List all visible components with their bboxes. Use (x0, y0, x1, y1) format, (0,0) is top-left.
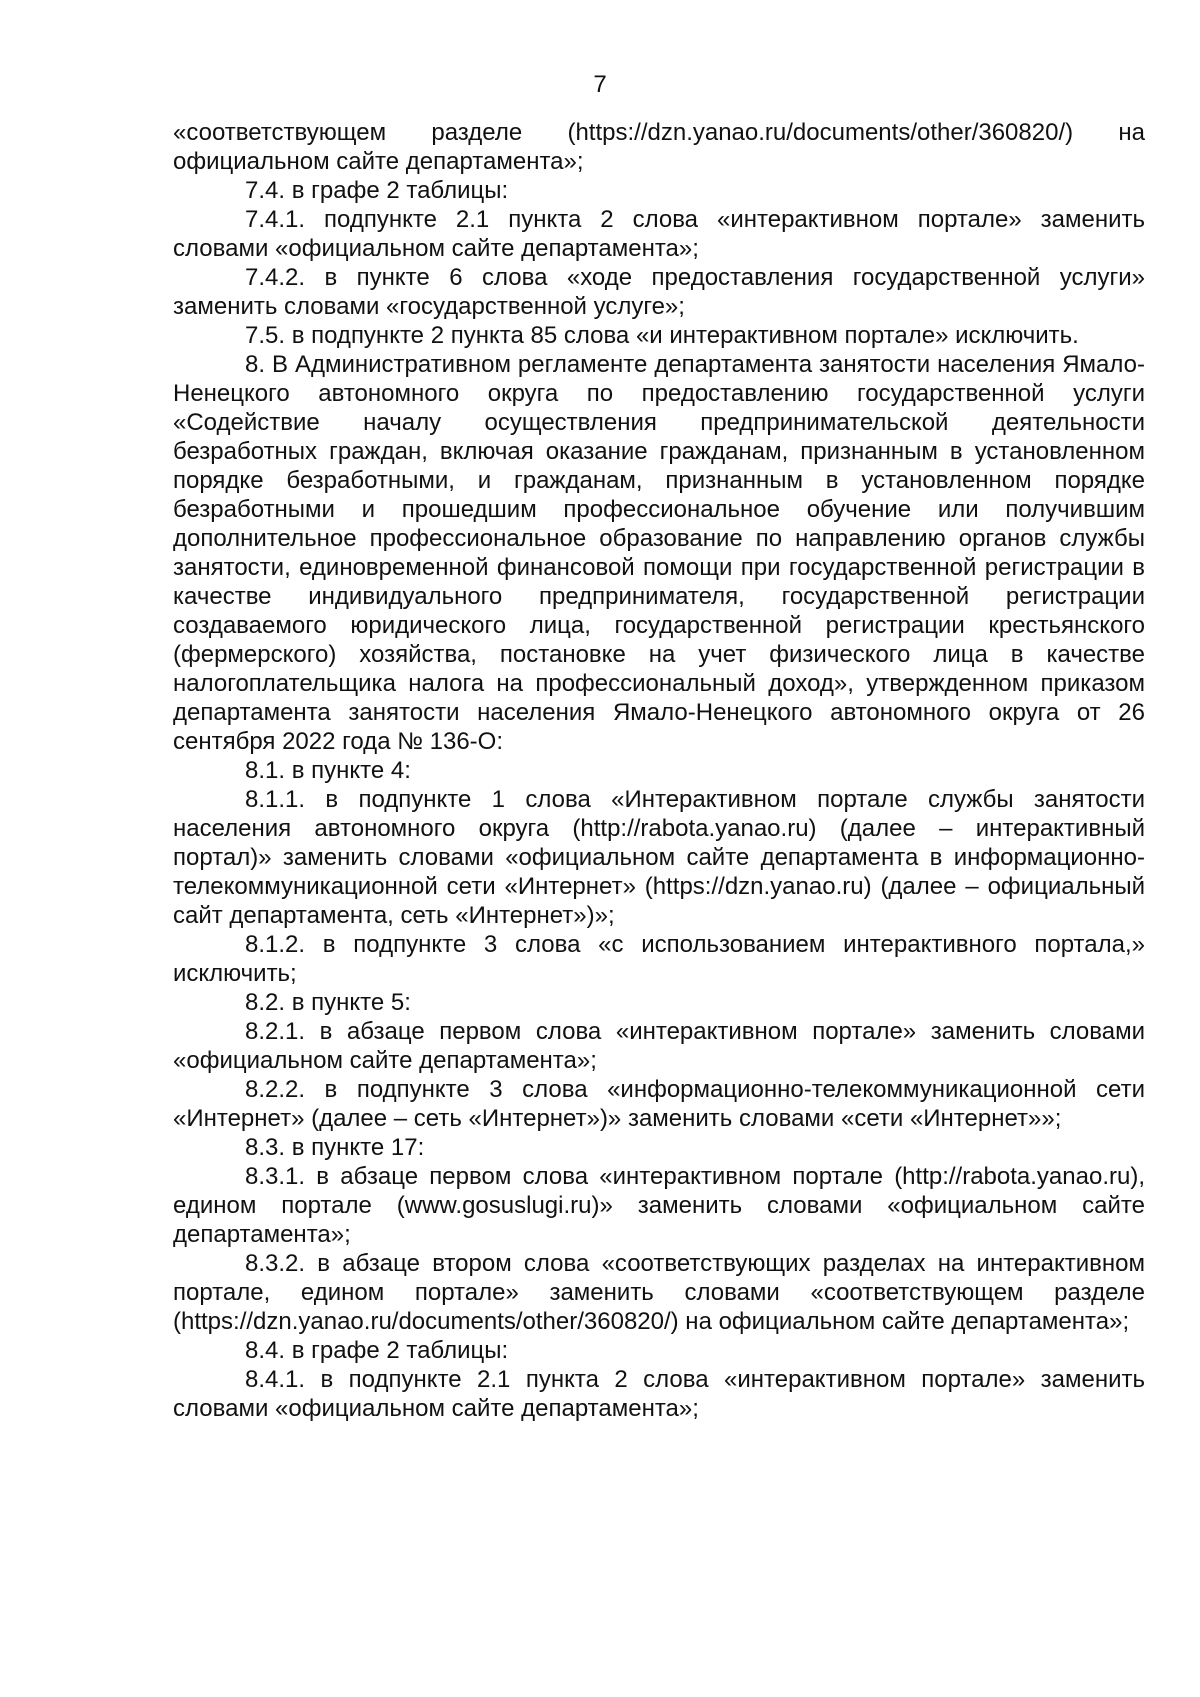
paragraph-8-4-1: 8.4.1. в подпункте 2.1 пункта 2 слова «интерактивном портале» заменить словами «официальном сайте департамента»; (173, 1366, 1145, 1422)
paragraph-8-3-2: 8.3.2. в абзаце втором слова «соответствующих разделах на интерактивном портале, едином портале» заменить словами «соответствующем разделе (https://dzn.yanao.ru/documents/other/360820/) на официальном сайте департамента»; (173, 1250, 1145, 1335)
paragraph-8-1: 8.1. в пункте 4: (245, 757, 411, 784)
paragraph-8-3: 8.3. в пункте 17: (245, 1134, 425, 1161)
paragraph-8-2: 8.2. в пункте 5: (245, 989, 411, 1016)
paragraph-8-2-1: 8.2.1. в абзаце первом слова «интерактивном портале» заменить словами «официальном сайте департамента»; (173, 1018, 1145, 1074)
paragraph-continuation: «соответствующем разделе (https://dzn.yanao.ru/documents/other/360820/) на официальном сайте департамента»; (173, 119, 1145, 175)
paragraph-7-4-1: 7.4.1. подпункте 2.1 пункта 2 слова «интерактивном портале» заменить словами «официальном сайте департамента»; (173, 206, 1145, 262)
paragraph-8-1-2: 8.1.2. в подпункте 3 слова «с использованием интерактивного портала,» исключить; (173, 931, 1145, 987)
paragraph-7-4-2: 7.4.2. в пункте 6 слова «ходе предоставления государственной услуги» заменить словами «государственной услуге»; (173, 264, 1145, 320)
paragraph-8-2-2: 8.2.2. в подпункте 3 слова «информационно-телекоммуникационной сети «Интернет» (далее – сеть «Интернет»)» заменить словами «сети «Интернет»»; (173, 1076, 1145, 1132)
paragraph-8: 8. В Административном регламенте департамента занятости населения Ямало-Ненецкого автономного округа по предоставлению государственной услуги «Содействие началу осуществления предпринимательской деятельности безработных граждан, включая оказание гражданам, признанным в установленном порядке безработными, и гражданам, признанным в установленном порядке безработными и прошедшим профессиональное обучение или получившим дополнительное профессиональное образование по направлению органов службы занятости, единовременной финансовой помощи при государственной регистрации в качестве индивидуального предпринимателя, государственной регистрации создаваемого юридического лица, государственной регистрации крестьянского (фермерского) хозяйства, постановке на учет физического лица в качестве налогоплательщика налога на профессиональный доход», утвержденном приказом департамента занятости населения Ямало-Ненецкого автономного округа от 26 сентября 2022 года № 136-О: (173, 351, 1145, 755)
paragraph-8-1-1: 8.1.1. в подпункте 1 слова «Интерактивном портале службы занятости населения автономного округа (http://rabota.yanao.ru) (далее – интерактивный портал)» заменить словами «официальном сайте департамента в информационно-телекоммуникационной сети «Интернет» (https://dzn.yanao.ru) (далее – официальный сайт департамента, сеть «Интернет»)»; (173, 786, 1145, 929)
paragraph-8-3-1: 8.3.1. в абзаце первом слова «интерактивном портале (http://rabota.yanao.ru), едином портале (www.gosuslugi.ru)» заменить словами «официальном сайте департамента»; (173, 1163, 1145, 1248)
paragraph-7-4: 7.4. в графе 2 таблицы: (245, 177, 509, 204)
paragraph-7-5: 7.5. в подпункте 2 пункта 85 слова «и интерактивном портале» исключить. (245, 322, 1079, 349)
page-number: 7 (593, 71, 607, 98)
document-body (173, 118, 1145, 1423)
paragraph-8-4: 8.4. в графе 2 таблицы: (245, 1337, 509, 1364)
